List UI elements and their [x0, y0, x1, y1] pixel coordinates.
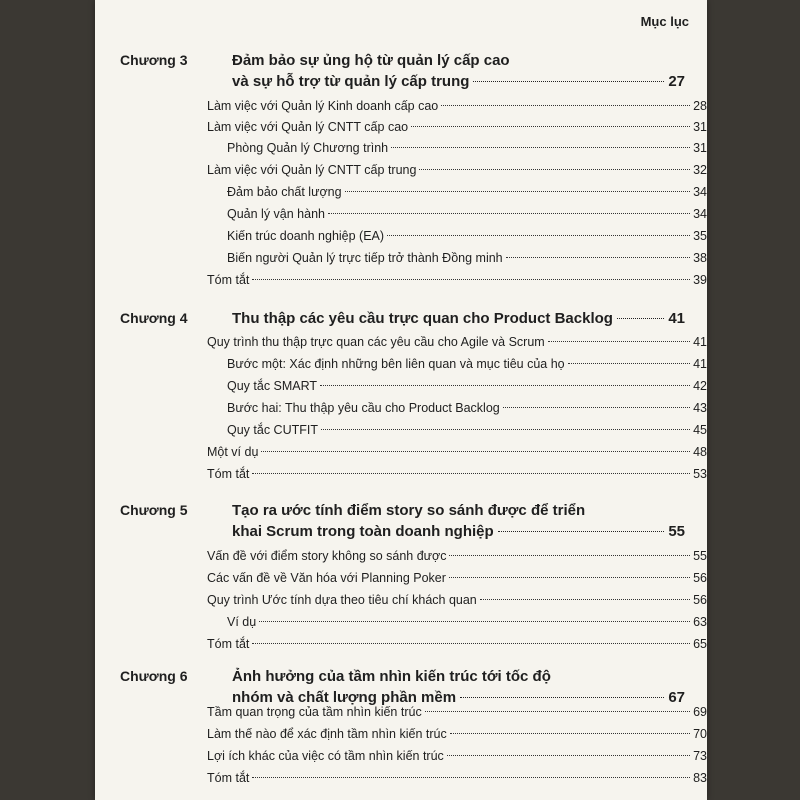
entry-page: 45 — [693, 423, 707, 437]
chapter-title-line: khai Scrum trong toàn doanh nghiệp — [232, 523, 494, 540]
dot-leader — [320, 385, 690, 386]
entry-title: Ví dụ — [227, 615, 257, 629]
entry-page: 42 — [693, 379, 707, 393]
entry-page: 73 — [693, 749, 707, 763]
entry-title: Tóm tắt — [207, 637, 250, 651]
entry-title: Quy tắc CUTFIT — [227, 423, 318, 437]
toc-subentry — [227, 138, 707, 158]
chapter-title-line: Đảm bảo sự ủng hộ từ quản lý cấp cao — [232, 52, 510, 69]
dot-leader — [449, 555, 690, 556]
chapter-page: 55 — [668, 523, 685, 540]
entry-title: Đảm bảo chất lượng — [227, 185, 342, 199]
chapter-title — [232, 308, 685, 329]
toc-entry — [207, 746, 707, 766]
dot-leader — [252, 279, 690, 280]
entry-title: Quy trình thu thập trực quan các yêu cầu cho Agile và Scrum — [207, 335, 545, 349]
dot-leader — [450, 733, 690, 734]
entry-title: Một ví dụ — [207, 445, 259, 459]
entry-title: Quản lý vận hành — [227, 207, 325, 221]
entry-page: 32 — [693, 163, 707, 177]
toc-subentry — [227, 398, 707, 418]
dot-leader — [460, 697, 664, 698]
toc-entry — [207, 768, 707, 788]
chapter-title-last-line — [232, 521, 685, 542]
chapter-label: Chương 5 — [120, 502, 188, 518]
entry-page: 55 — [693, 549, 707, 563]
entry-page: 31 — [693, 141, 707, 155]
toc-entry — [207, 464, 707, 484]
entry-title: Tóm tắt — [207, 771, 250, 785]
entry-page: 28 — [693, 99, 707, 113]
dot-leader — [447, 755, 690, 756]
dot-leader — [506, 257, 690, 258]
entry-title: Phòng Quản lý Chương trình — [227, 141, 389, 155]
dot-leader — [503, 407, 690, 408]
dot-leader — [568, 363, 690, 364]
entry-page: 65 — [693, 637, 707, 651]
dot-leader — [548, 341, 690, 342]
running-header: Mục lục — [640, 14, 689, 29]
entry-title: Vấn đề với điểm story không so sánh được — [207, 549, 447, 563]
toc-entry — [207, 117, 707, 137]
chapter-title — [232, 50, 685, 92]
entry-title: Bước hai: Thu thập yêu cầu cho Product Backlog — [227, 401, 500, 415]
chapter-label: Chương 4 — [120, 310, 188, 326]
dot-leader — [328, 213, 690, 214]
entry-page: 83 — [693, 771, 707, 785]
toc-entry — [207, 702, 707, 722]
book-page — [95, 0, 707, 800]
toc-entry — [207, 590, 707, 610]
entry-page: 63 — [693, 615, 707, 629]
toc-entry — [207, 160, 707, 180]
toc-subentry — [227, 204, 707, 224]
entry-title: Làm việc với Quản lý Kinh doanh cấp cao — [207, 99, 439, 113]
chapter-title-line: nhóm và chất lượng phần mềm — [232, 689, 457, 706]
chapter-title-last-line — [232, 71, 685, 92]
entry-page: 41 — [693, 357, 707, 371]
toc-subentry — [227, 612, 707, 632]
chapter-page: 41 — [668, 310, 685, 327]
chapter-label: Chương 3 — [120, 52, 188, 68]
entry-title: Tầm quan trọng của tầm nhìn kiến trúc — [207, 705, 422, 719]
dot-leader — [411, 126, 690, 127]
entry-page: 70 — [693, 727, 707, 741]
toc-entry — [207, 568, 707, 588]
toc-entry — [207, 270, 707, 290]
entry-page: 35 — [693, 229, 707, 243]
chapter-page: 67 — [668, 689, 685, 706]
chapter-label: Chương 6 — [120, 668, 188, 684]
dot-leader — [252, 777, 690, 778]
dot-leader — [252, 473, 690, 474]
dot-leader — [259, 621, 690, 622]
toc-entry — [207, 724, 707, 744]
entry-page: 41 — [693, 335, 707, 349]
toc-entry — [207, 634, 707, 654]
entry-title: Các vấn đề về Văn hóa với Planning Poker — [207, 571, 446, 585]
toc-subentry — [227, 420, 707, 440]
dot-leader — [498, 531, 665, 532]
dot-leader — [425, 711, 690, 712]
entry-title: Tóm tắt — [207, 273, 250, 287]
entry-page: 48 — [693, 445, 707, 459]
entry-title: Làm thế nào để xác định tầm nhìn kiến trúc — [207, 727, 447, 741]
entry-page: 56 — [693, 571, 707, 585]
entry-title: Quy tắc SMART — [227, 379, 318, 393]
dot-leader — [321, 429, 690, 430]
entry-title: Làm việc với Quản lý CNTT cấp cao — [207, 120, 409, 134]
entry-title: Kiến trúc doanh nghiệp (EA) — [227, 229, 385, 243]
dot-leader — [473, 81, 664, 82]
toc-subentry — [227, 376, 707, 396]
dot-leader — [449, 577, 690, 578]
toc-entry — [207, 332, 707, 352]
entry-title: Lợi ích khác của việc có tầm nhìn kiến trúc — [207, 749, 444, 763]
entry-title: Biến người Quản lý trực tiếp trở thành Đồng minh — [227, 251, 503, 265]
entry-page: 34 — [693, 207, 707, 221]
entry-page: 34 — [693, 185, 707, 199]
toc-subentry — [227, 182, 707, 202]
chapter-title-line: Thu thập các yêu cầu trực quan cho Product Backlog — [232, 310, 613, 327]
toc-subentry — [227, 226, 707, 246]
chapter-page: 27 — [668, 73, 685, 90]
dot-leader — [252, 643, 690, 644]
entry-page: 53 — [693, 467, 707, 481]
dot-leader — [419, 169, 690, 170]
entry-page: 31 — [693, 120, 707, 134]
entry-page: 43 — [693, 401, 707, 415]
chapter-title-last-line — [232, 308, 685, 329]
toc-subentry — [227, 354, 707, 374]
dot-leader — [345, 191, 691, 192]
toc-subentry — [227, 248, 707, 268]
dot-leader — [387, 235, 690, 236]
chapter-title-line: Tạo ra ước tính điểm story so sánh được để triển — [232, 502, 586, 519]
entry-title: Quy trình Ước tính dựa theo tiêu chí khách quan — [207, 593, 477, 607]
entry-title: Làm việc với Quản lý CNTT cấp trung — [207, 163, 417, 177]
toc-entry — [207, 546, 707, 566]
chapter-title — [232, 500, 685, 542]
chapter-title-line: và sự hỗ trợ từ quản lý cấp trung — [232, 73, 470, 90]
entry-page: 56 — [693, 593, 707, 607]
entry-page: 69 — [693, 705, 707, 719]
dot-leader — [261, 451, 690, 452]
toc-entry — [207, 442, 707, 462]
dot-leader — [617, 318, 664, 319]
dot-leader — [441, 105, 690, 106]
entry-page: 38 — [693, 251, 707, 265]
chapter-title-line: Ảnh hưởng của tầm nhìn kiến trúc tới tốc độ — [232, 668, 551, 685]
entry-page: 39 — [693, 273, 707, 287]
entry-title: Tóm tắt — [207, 467, 250, 481]
toc-entry — [207, 96, 707, 116]
dot-leader — [391, 147, 690, 148]
entry-title: Bước một: Xác định những bên liên quan và mục tiêu của họ — [227, 357, 565, 371]
dot-leader — [480, 599, 690, 600]
